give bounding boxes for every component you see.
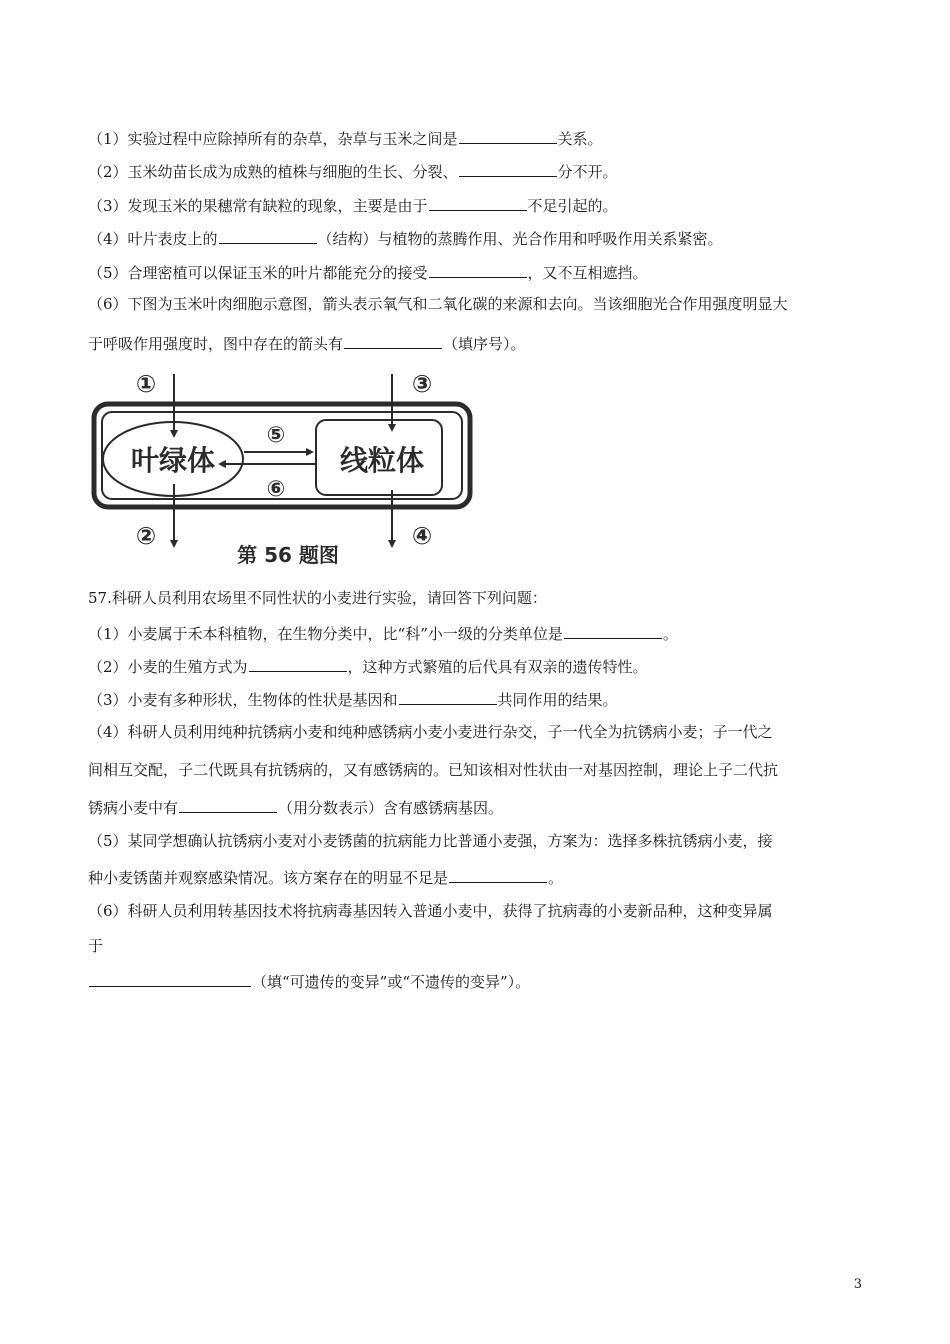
q57-item-6-line1: （6）科研人员利用转基因技术将抗病毒基因转入普通小麦中，获得了抗病毒的小麦新品种，这种变异属 — [88, 902, 773, 920]
answer-blank[interactable] — [89, 970, 251, 987]
q56-item-3 — [88, 194, 618, 216]
q57-item-6-line2: 于 — [88, 937, 104, 955]
q57-item-5-tail: 。 — [548, 869, 564, 887]
q56-item-4 — [88, 227, 723, 249]
answer-blank[interactable] — [449, 866, 547, 883]
q57-item-4-text: 锈病小麦中有 — [88, 799, 179, 817]
mitochondrion-label: 线粒体 — [339, 444, 425, 477]
chloroplast-label: 叶绿体 — [130, 444, 216, 477]
cell-diagram-svg — [88, 362, 478, 577]
q57-item-2-tail: ，这种方式繁殖的后代具有双亲的遗传特性。 — [347, 658, 648, 676]
q56-item-3-tail: 不足引起的。 — [527, 197, 618, 215]
answer-blank[interactable] — [429, 261, 527, 278]
arrow-1-label: ① — [135, 370, 157, 398]
figure-caption: 第 56 题图 — [237, 543, 339, 567]
q57-item-5-text: 种小麦锈菌并观察感染情况。该方案存在的明显不足是 — [88, 869, 449, 887]
q57-title: 57.科研人员利用农场里不同性状的小麦进行实验，请回答下列问题： — [88, 589, 547, 607]
cell-diagram — [88, 362, 478, 577]
q56-item-1-tail: 关系。 — [557, 130, 603, 148]
answer-blank[interactable] — [429, 194, 527, 211]
answer-blank[interactable] — [564, 622, 662, 639]
q56-item-6-line2 — [88, 332, 526, 354]
q56-item-5-tail: ，又不互相遮挡。 — [527, 264, 648, 282]
q56-item-4-text: （4）叶片表皮上的 — [88, 230, 218, 248]
q56-item-2 — [88, 160, 618, 182]
q57-item-5-line2 — [88, 866, 563, 888]
arrow-3-label: ③ — [411, 370, 433, 398]
answer-blank[interactable] — [179, 796, 277, 813]
q56-item-4-tail: （结构）与植物的蒸腾作用、光合作用和呼吸作用关系紧密。 — [317, 230, 723, 248]
q56-item-1 — [88, 127, 603, 149]
q56-item-6-tail: （填序号）。 — [443, 335, 526, 353]
q57-item-6-line3 — [88, 970, 530, 992]
q57-item-2-text: （2）小麦的生殖方式为 — [88, 658, 248, 676]
q57-item-1-text: （1）小麦属于禾本科植物，在生物分类中，比“科”小一级的分类单位是 — [88, 625, 563, 643]
q57-item-2 — [88, 655, 648, 677]
answer-blank[interactable] — [249, 655, 347, 672]
q57-item-4-line2: 间相互交配，子二代既具有抗锈病的，又有感锈病的。已知该相对性状由一对基因控制，理论上子二代抗 — [88, 761, 779, 779]
answer-blank[interactable] — [219, 227, 317, 244]
q57-item-5-line1: （5）某同学想确认抗锈病小麦对小麦锈菌的抗病能力比普通小麦强，方案为：选择多株抗锈病小麦，接 — [88, 832, 773, 850]
q57-item-3-tail: 共同作用的结果。 — [497, 691, 618, 709]
answer-blank[interactable] — [459, 160, 557, 177]
arrow-4-label: ④ — [411, 522, 433, 550]
q56-item-2-tail: 分不开。 — [557, 163, 618, 181]
q57-item-1 — [88, 622, 678, 644]
answer-blank[interactable] — [399, 688, 497, 705]
q56-item-6-line1: （6）下图为玉米叶肉细胞示意图，箭头表示氧气和二氧化碳的来源和去向。当该细胞光合作用强度明显大 — [88, 295, 788, 313]
q56-item-5 — [88, 261, 648, 283]
arrow-2-label: ② — [135, 522, 157, 550]
q57-item-3 — [88, 688, 618, 710]
answer-blank[interactable] — [344, 332, 442, 349]
q57-item-4-tail: （用分数表示）含有感锈病基因。 — [278, 799, 504, 817]
q56-item-5-text: （5）合理密植可以保证玉米的叶片都能充分的接受 — [88, 264, 428, 282]
q57-item-4-line3 — [88, 796, 503, 818]
q57-item-4-line1: （4）科研人员利用纯种抗锈病小麦和纯种感锈病小麦小麦进行杂交，子一代全为抗锈病小麦；子一代之 — [88, 723, 773, 741]
q56-item-3-text: （3）发现玉米的果穗常有缺粒的现象，主要是由于 — [88, 197, 428, 215]
page-number: 3 — [853, 1277, 862, 1292]
q56-item-1-text: （1）实验过程中应除掉所有的杂草，杂草与玉米之间是 — [88, 130, 458, 148]
q56-item-6-text: 于呼吸作用强度时，图中存在的箭头有 — [88, 335, 344, 353]
q56-item-2-text: （2）玉米幼苗长成为成熟的植株与细胞的生长、分裂、 — [88, 163, 458, 181]
q57-item-6-tail: （填“可遗传的变异”或“不遗传的变异”）。 — [252, 973, 531, 991]
q57-item-1-tail: 。 — [662, 625, 678, 643]
arrow-5-label: ⑤ — [266, 423, 286, 448]
answer-blank[interactable] — [459, 127, 557, 144]
q57-item-3-text: （3）小麦有多种形状，生物体的性状是基因和 — [88, 691, 398, 709]
arrow-6-label: ⑥ — [266, 477, 286, 502]
